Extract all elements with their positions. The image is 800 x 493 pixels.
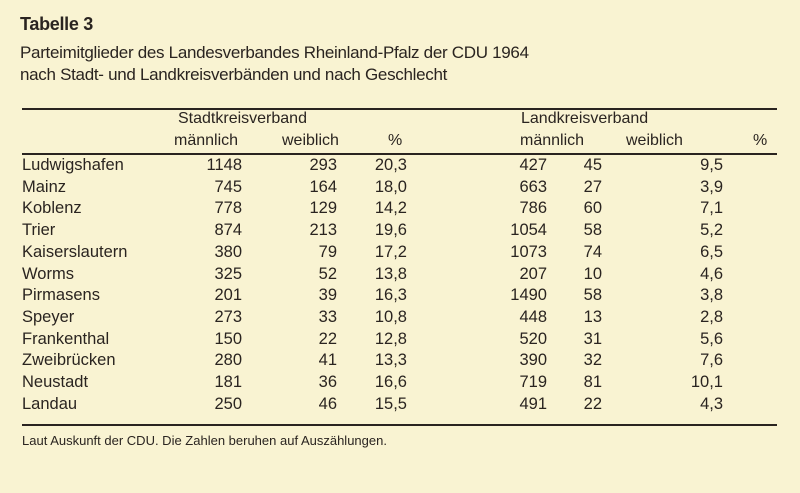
top-rule [22,108,777,110]
cell-land-male: 520 [519,329,547,348]
cell-land-male: 491 [519,394,547,413]
cell-land-male: 663 [519,177,547,196]
cell-stadt-percent: 12,8 [374,329,407,348]
caption-line-2: nach Stadt- und Landkreisverbänden und nach Geschlecht [20,65,448,84]
cell-land-female: 58 [583,221,602,240]
caption-line-1: Parteimitglieder des Landesverbandes Rheinland-Pfalz der CDU 1964 [20,43,529,62]
cell-land-percent: 6,5 [700,242,723,261]
cell-land-percent: 2,8 [700,307,723,326]
cell-stadt-male: 273 [214,307,242,326]
cell-land-male: 207 [519,264,547,283]
cell-stadt-percent: 19,6 [374,221,407,240]
cell-stadt-female: 79 [318,242,337,261]
cell-land-female: 13 [583,307,602,326]
cell-stadt-male: 1148 [206,156,242,174]
cell-land-female: 74 [583,242,602,261]
cell-stadt-male: 380 [214,242,242,261]
cell-district-name: Worms [22,264,74,283]
cell-land-female: 58 [583,286,602,305]
cell-land-percent: 5,6 [700,329,723,348]
bottom-rule [22,424,777,426]
col-header-stadt-female: weiblich [282,132,339,149]
table-row [22,372,736,394]
cell-stadt-percent: 20,3 [374,156,407,174]
cell-stadt-male: 201 [214,286,242,305]
cell-stadt-female: 52 [318,264,337,283]
cell-stadt-percent: 13,8 [374,264,407,283]
cell-land-percent: 3,9 [700,177,723,196]
cell-stadt-percent: 15,5 [374,394,407,413]
cell-stadt-female: 213 [309,221,337,240]
cell-land-percent: 9,5 [700,156,723,174]
cell-stadt-female: 129 [309,199,337,218]
cell-stadt-female: 33 [318,307,337,326]
col-header-stadt-male: männlich [174,132,239,149]
cell-district-name: Pirmasens [22,286,100,305]
cell-district-name: Zweibrücken [22,351,116,370]
cell-stadt-female: 46 [318,394,337,413]
table-row [22,242,736,264]
cell-land-female: 45 [583,156,602,174]
cell-stadt-percent: 16,3 [374,286,407,305]
cell-land-female: 10 [583,264,602,283]
cell-land-percent: 4,6 [700,264,723,283]
table-caption [20,42,529,86]
group-header-stadt: Stadtkreisverband [178,110,307,127]
cell-land-male: 427 [519,156,547,174]
cell-land-percent: 3,8 [700,286,723,305]
cell-stadt-male: 778 [214,199,242,218]
cell-stadt-male: 280 [214,351,242,370]
cell-land-percent: 5,2 [700,221,723,240]
cell-stadt-female: 293 [309,156,337,174]
cell-district-name: Neustadt [22,373,89,392]
cell-district-name: Kaiserslautern [22,242,128,261]
cell-land-female: 32 [583,351,602,370]
cell-district-name: Frankenthal [22,329,110,348]
cell-land-female: 81 [583,373,602,392]
members-table [22,155,736,415]
group-header-land: Landkreisverband [521,110,649,127]
cell-stadt-female: 22 [318,329,337,348]
table-row [22,198,736,220]
cell-district-name: Koblenz [22,199,82,218]
cell-stadt-percent: 18,0 [374,177,407,196]
cell-stadt-percent: 14,2 [374,199,407,218]
cell-land-male: 719 [519,373,547,392]
cell-stadt-male: 250 [214,394,242,413]
cell-stadt-female: 39 [318,286,337,305]
cell-land-percent: 10,1 [690,373,723,392]
cell-district-name: Landau [22,394,78,413]
cell-district-name: Trier [22,221,56,240]
table-row [22,394,736,416]
cell-stadt-percent: 10,8 [374,307,407,326]
cell-stadt-percent: 16,6 [374,373,407,392]
table-row [22,177,736,199]
cell-land-percent: 4,3 [700,394,723,413]
col-header-land-female: weiblich [626,132,683,149]
table-row [22,307,736,329]
cell-district-name: Mainz [22,177,67,196]
cell-stadt-male: 874 [214,221,242,240]
cell-stadt-percent: 13,3 [374,351,407,370]
cell-district-name: Ludwigshafen [22,156,124,174]
table-row [22,329,736,351]
cell-land-female: 22 [583,394,602,413]
table-row [22,264,736,286]
col-header-land-percent: % [753,132,768,149]
table-row [22,285,736,307]
cell-stadt-male: 150 [214,329,242,348]
table-title: Tabelle 3 [20,14,94,34]
cell-land-male: 1490 [510,286,547,305]
cell-land-male: 1073 [510,242,547,261]
table-row [22,350,736,372]
cell-land-female: 31 [583,329,602,348]
cell-land-male: 786 [519,199,547,218]
table-row [22,155,736,177]
col-header-land-male: männlich [520,132,585,149]
cell-land-male: 1054 [510,221,547,240]
cell-stadt-female: 36 [318,373,337,392]
col-header-stadt-percent: % [388,132,403,149]
cell-land-female: 27 [583,177,602,196]
cell-stadt-male: 181 [214,373,242,392]
cell-stadt-male: 745 [214,177,242,196]
cell-land-percent: 7,6 [700,351,723,370]
source-note: Laut Auskunft der CDU. Die Zahlen beruhen auf Auszählungen. [22,433,387,448]
cell-land-male: 390 [519,351,547,370]
cell-stadt-male: 325 [214,264,242,283]
cell-stadt-female: 164 [309,177,337,196]
table-row [22,220,736,242]
cell-land-percent: 7,1 [700,199,723,218]
cell-district-name: Speyer [22,307,75,326]
cell-stadt-percent: 17,2 [374,242,407,261]
cell-stadt-female: 41 [318,351,337,370]
cell-land-male: 448 [519,307,547,326]
cell-land-female: 60 [583,199,602,218]
